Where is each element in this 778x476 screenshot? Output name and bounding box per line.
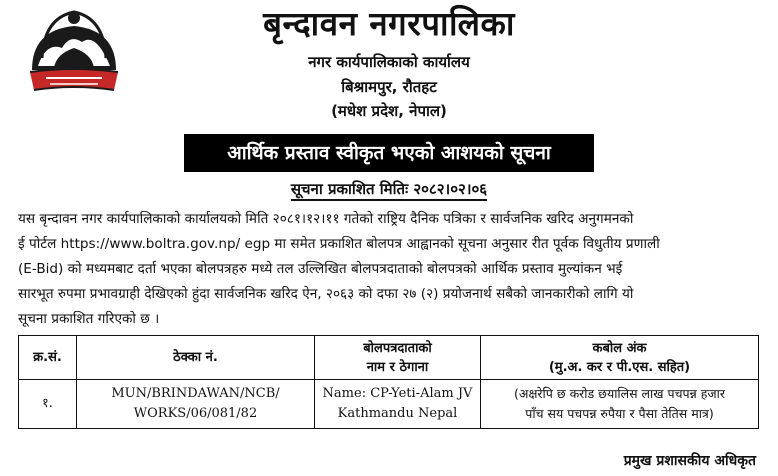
header-bidder-line1: बोलपत्रदाताको — [363, 340, 432, 356]
contract-line1: MUN/BRINDAWAN/NCB/ — [111, 386, 280, 401]
cell-sn-text: १. — [42, 396, 53, 411]
bid-table — [18, 335, 759, 429]
cell-bid-amount — [481, 380, 759, 429]
header-sn-text: क्र.सं. — [33, 350, 62, 365]
header-bidder-line2: नाम र ठेगाना — [366, 359, 429, 375]
body-line: ई पोर्टल https://www.boltra.gov.np/ egp मा समेत प्रकाशित बोलपत्र आह्वानको सूचना अनुसार रीत पूर्वक विधुतीय प्रणाली — [18, 236, 660, 252]
notice-title-banner: आर्थिक प्रस्ताव स्वीकृत भएको आशयको सूचना — [184, 134, 594, 172]
province-country: (मधेश प्रदेश, नेपाल) — [331, 102, 447, 120]
office-address: बिश्रामपुर, रौतहट — [341, 78, 437, 96]
amount-line2: पाँच सय पचपन्न रुपैया र पैसा तेतिस मात्र) — [525, 406, 714, 421]
bidder-line2: Kathmandu Nepal — [337, 406, 458, 421]
body-line: सारभूत रुपमा प्रभावग्राही देखिएको हुंदा सार्वजनिक खरिद ऐन, २०६३ को दफा २७ (२) प्रयोजनार्थ सबैको जानकारीको लागि यो — [18, 286, 634, 302]
header-sn — [19, 336, 77, 380]
publish-date-text: सूचना प्रकाशित मितिः २०८२।०२।०६ — [291, 180, 487, 201]
header-bidder — [315, 336, 481, 380]
body-line: यस बृन्दावन नगर कार्यपालिकाको कार्यालयको मिति २०८१।१२।११ गतेको राष्ट्रिय दैनिक पत्रिका र सार्वजनिक खरिद अनुगमनको — [18, 211, 634, 227]
header-amount-line1: कबोल अंक — [592, 340, 647, 356]
body-line: सूचना प्रकाशित गरिएको छ । — [18, 311, 160, 327]
header-contract-no — [77, 336, 315, 380]
publish-date — [0, 180, 778, 198]
municipality-title: बृन्दावन नगरपालिका — [263, 4, 515, 43]
table-header-row — [19, 336, 759, 380]
header-amount-line2: (मु.अ. कर र पी.एस. सहित) — [548, 359, 691, 375]
header-bid-amount — [481, 336, 759, 380]
office-name: नगर कार्यपालिकाको कार्यालय — [308, 53, 470, 71]
table-row — [19, 380, 759, 429]
bidder-line1: Name: CP-Yeti-Alam JV — [322, 386, 473, 401]
signatory-title: प्रमुख प्रशासकीय अधिकृत — [623, 453, 756, 469]
cell-contract-no — [77, 380, 315, 429]
contract-line2: WORKS/06/081/82 — [133, 406, 258, 421]
body-line: (E-Bid) को मध्यमबाट दर्ता भएका बोलपत्रहरु मध्ये तल उल्लिखित बोलपत्रदाताको बोलपत्रको आर्थिक प्रस्ताव मुल्यांकन भई — [18, 261, 623, 277]
amount-line1: (अक्षरेपि छ करोड छयालिस लाख पचपन्न हजार — [514, 386, 725, 401]
cell-bidder — [315, 380, 481, 429]
cell-sn — [19, 380, 77, 429]
header-contract-text: ठेक्का नं. — [173, 350, 218, 365]
